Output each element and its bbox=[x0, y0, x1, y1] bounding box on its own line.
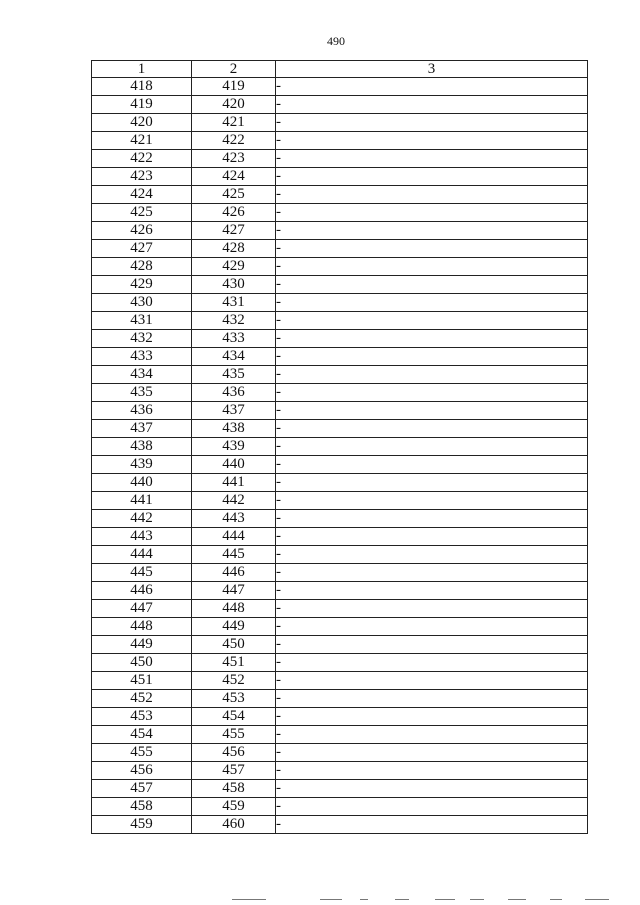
table-cell-col3: - bbox=[276, 600, 588, 618]
table-cell-col3: - bbox=[276, 780, 588, 798]
table-row bbox=[92, 600, 588, 618]
table-cell-col3: - bbox=[276, 726, 588, 744]
table-cell-col2: 425 bbox=[192, 186, 276, 204]
table-row bbox=[92, 492, 588, 510]
table-cell-col1: 430 bbox=[92, 294, 192, 312]
table-row bbox=[92, 510, 588, 528]
table-cell-col1: 428 bbox=[92, 258, 192, 276]
table-cell-col2: 433 bbox=[192, 330, 276, 348]
table-cell-col2: 427 bbox=[192, 222, 276, 240]
table-cell-col3: - bbox=[276, 276, 588, 294]
table-cell-col1: 447 bbox=[92, 600, 192, 618]
table-cell-col3: - bbox=[276, 438, 588, 456]
table-cell-col2: 431 bbox=[192, 294, 276, 312]
table-cell-col1: 432 bbox=[92, 330, 192, 348]
table-cell-col2: 452 bbox=[192, 672, 276, 690]
table-cell-col2: 432 bbox=[192, 312, 276, 330]
table-cell-col2: 455 bbox=[192, 726, 276, 744]
table-cell-col2: 460 bbox=[192, 816, 276, 834]
table-cell-col2: 438 bbox=[192, 420, 276, 438]
table-cell-col1: 424 bbox=[92, 186, 192, 204]
table-cell-col3: - bbox=[276, 366, 588, 384]
table-cell-col1: 429 bbox=[92, 276, 192, 294]
table-cell-col3: - bbox=[276, 798, 588, 816]
table-cell-col3: - bbox=[276, 132, 588, 150]
table-cell-col3: - bbox=[276, 456, 588, 474]
table-cell-col3: - bbox=[276, 816, 588, 834]
table-cell-col3: - bbox=[276, 402, 588, 420]
table-row bbox=[92, 636, 588, 654]
table-cell-col3: - bbox=[276, 150, 588, 168]
table-row bbox=[92, 438, 588, 456]
table-row bbox=[92, 384, 588, 402]
table-cell-col3: - bbox=[276, 168, 588, 186]
table-cell-col2: 419 bbox=[192, 78, 276, 96]
table-row bbox=[92, 366, 588, 384]
table-cell-col2: 446 bbox=[192, 564, 276, 582]
table-cell-col3: - bbox=[276, 492, 588, 510]
table-cell-col1: 453 bbox=[92, 708, 192, 726]
table-row bbox=[92, 222, 588, 240]
table-row bbox=[92, 546, 588, 564]
table-cell-col3: - bbox=[276, 330, 588, 348]
table-cell-col1: 451 bbox=[92, 672, 192, 690]
table-cell-col2: 450 bbox=[192, 636, 276, 654]
table-cell-col3: - bbox=[276, 348, 588, 366]
table-cell-col1: 419 bbox=[92, 96, 192, 114]
table-cell-col3: - bbox=[276, 96, 588, 114]
table-row bbox=[92, 474, 588, 492]
table-cell-col2: 442 bbox=[192, 492, 276, 510]
table-cell-col1: 459 bbox=[92, 816, 192, 834]
table-cell-col3: - bbox=[276, 744, 588, 762]
table-row bbox=[92, 582, 588, 600]
table-cell-col2: 440 bbox=[192, 456, 276, 474]
table-row bbox=[92, 780, 588, 798]
table-cell-col3: - bbox=[276, 708, 588, 726]
table-row bbox=[92, 654, 588, 672]
table-row bbox=[92, 618, 588, 636]
table-cell-col1: 418 bbox=[92, 78, 192, 96]
table-cell-col3: - bbox=[276, 258, 588, 276]
table-row bbox=[92, 798, 588, 816]
table-row bbox=[92, 150, 588, 168]
table-row bbox=[92, 294, 588, 312]
table-row bbox=[92, 258, 588, 276]
table-cell-col2: 459 bbox=[192, 798, 276, 816]
table-cell-col1: 441 bbox=[92, 492, 192, 510]
table-cell-col3: - bbox=[276, 294, 588, 312]
table-cell-col2: 429 bbox=[192, 258, 276, 276]
table-cell-col1: 456 bbox=[92, 762, 192, 780]
table-row bbox=[92, 420, 588, 438]
table-cell-col1: 446 bbox=[92, 582, 192, 600]
table-cell-col1: 443 bbox=[92, 528, 192, 546]
table-cell-col2: 456 bbox=[192, 744, 276, 762]
table-cell-col2: 444 bbox=[192, 528, 276, 546]
data-table bbox=[91, 60, 588, 834]
table-cell-col3: - bbox=[276, 384, 588, 402]
table-cell-col1: 452 bbox=[92, 690, 192, 708]
table-cell-col1: 454 bbox=[92, 726, 192, 744]
table-row bbox=[92, 168, 588, 186]
table-cell-col2: 436 bbox=[192, 384, 276, 402]
table-row bbox=[92, 78, 588, 96]
table-cell-col2: 426 bbox=[192, 204, 276, 222]
table-cell-col2: 453 bbox=[192, 690, 276, 708]
table-cell-col1: 437 bbox=[92, 420, 192, 438]
table-cell-col1: 455 bbox=[92, 744, 192, 762]
table-cell-col1: 423 bbox=[92, 168, 192, 186]
table-cell-col3: - bbox=[276, 78, 588, 96]
table-cell-col3: - bbox=[276, 690, 588, 708]
table-cell-col3: - bbox=[276, 636, 588, 654]
table-cell-col3: - bbox=[276, 420, 588, 438]
table-row bbox=[92, 456, 588, 474]
table-row bbox=[92, 348, 588, 366]
table-row bbox=[92, 114, 588, 132]
table-row bbox=[92, 672, 588, 690]
table-cell-col1: 439 bbox=[92, 456, 192, 474]
table-cell-col3: - bbox=[276, 654, 588, 672]
table-cell-col3: - bbox=[276, 564, 588, 582]
table-cell-col1: 438 bbox=[92, 438, 192, 456]
table-row bbox=[92, 708, 588, 726]
table-row bbox=[92, 204, 588, 222]
table-cell-col1: 431 bbox=[92, 312, 192, 330]
table-cell-col2: 448 bbox=[192, 600, 276, 618]
table-cell-col2: 434 bbox=[192, 348, 276, 366]
table-cell-col2: 451 bbox=[192, 654, 276, 672]
table-cell-col1: 435 bbox=[92, 384, 192, 402]
table-cell-col2: 435 bbox=[192, 366, 276, 384]
table-cell-col3: - bbox=[276, 546, 588, 564]
table-cell-col1: 444 bbox=[92, 546, 192, 564]
table-row bbox=[92, 186, 588, 204]
table-cell-col1: 458 bbox=[92, 798, 192, 816]
table-cell-col2: 445 bbox=[192, 546, 276, 564]
table-cell-col1: 450 bbox=[92, 654, 192, 672]
table-cell-col2: 441 bbox=[192, 474, 276, 492]
table-row bbox=[92, 402, 588, 420]
table-cell-col1: 420 bbox=[92, 114, 192, 132]
table-cell-col1: 425 bbox=[92, 204, 192, 222]
table-cell-col2: 421 bbox=[192, 114, 276, 132]
table-row bbox=[92, 96, 588, 114]
table-row bbox=[92, 330, 588, 348]
table-body bbox=[92, 78, 588, 834]
table-row bbox=[92, 528, 588, 546]
table-cell-col2: 424 bbox=[192, 168, 276, 186]
table-header bbox=[92, 61, 588, 78]
table-cell-col3: - bbox=[276, 474, 588, 492]
table-cell-col1: 440 bbox=[92, 474, 192, 492]
table-cell-col3: - bbox=[276, 312, 588, 330]
table-cell-col1: 433 bbox=[92, 348, 192, 366]
table-cell-col3: - bbox=[276, 222, 588, 240]
table-cell-col3: - bbox=[276, 240, 588, 258]
table-cell-col2: 430 bbox=[192, 276, 276, 294]
table-cell-col1: 442 bbox=[92, 510, 192, 528]
table-cell-col1: 457 bbox=[92, 780, 192, 798]
table-row bbox=[92, 564, 588, 582]
table-cell-col3: - bbox=[276, 204, 588, 222]
table-cell-col2: 428 bbox=[192, 240, 276, 258]
table-cell-col2: 437 bbox=[192, 402, 276, 420]
table-cell-col3: - bbox=[276, 114, 588, 132]
table-cell-col1: 448 bbox=[92, 618, 192, 636]
scan-artifact-marks bbox=[230, 899, 630, 903]
table-cell-col1: 434 bbox=[92, 366, 192, 384]
column-header-1: 1 bbox=[92, 61, 192, 78]
table-row bbox=[92, 816, 588, 834]
table-cell-col3: - bbox=[276, 672, 588, 690]
table-cell-col2: 449 bbox=[192, 618, 276, 636]
table-row bbox=[92, 312, 588, 330]
table-cell-col2: 447 bbox=[192, 582, 276, 600]
table-cell-col1: 427 bbox=[92, 240, 192, 258]
table-cell-col2: 423 bbox=[192, 150, 276, 168]
table-cell-col3: - bbox=[276, 528, 588, 546]
table-cell-col3: - bbox=[276, 582, 588, 600]
table-row bbox=[92, 276, 588, 294]
table-cell-col1: 426 bbox=[92, 222, 192, 240]
table-cell-col1: 421 bbox=[92, 132, 192, 150]
table-row bbox=[92, 690, 588, 708]
table-cell-col2: 443 bbox=[192, 510, 276, 528]
table-row bbox=[92, 132, 588, 150]
table-row bbox=[92, 762, 588, 780]
column-header-2: 2 bbox=[192, 61, 276, 78]
table-cell-col2: 454 bbox=[192, 708, 276, 726]
table-row bbox=[92, 726, 588, 744]
table-cell-col2: 439 bbox=[192, 438, 276, 456]
table-header-row bbox=[92, 61, 588, 78]
column-header-3: 3 bbox=[276, 61, 588, 78]
table-cell-col2: 458 bbox=[192, 780, 276, 798]
table-cell-col1: 422 bbox=[92, 150, 192, 168]
table-cell-col3: - bbox=[276, 186, 588, 204]
table-row bbox=[92, 240, 588, 258]
table-row bbox=[92, 744, 588, 762]
table-cell-col1: 445 bbox=[92, 564, 192, 582]
table-cell-col2: 457 bbox=[192, 762, 276, 780]
table-cell-col3: - bbox=[276, 618, 588, 636]
table-cell-col1: 436 bbox=[92, 402, 192, 420]
table-cell-col2: 422 bbox=[192, 132, 276, 150]
table-cell-col2: 420 bbox=[192, 96, 276, 114]
page-number: 490 bbox=[327, 34, 345, 48]
table-cell-col3: - bbox=[276, 510, 588, 528]
table-cell-col3: - bbox=[276, 762, 588, 780]
table-cell-col1: 449 bbox=[92, 636, 192, 654]
